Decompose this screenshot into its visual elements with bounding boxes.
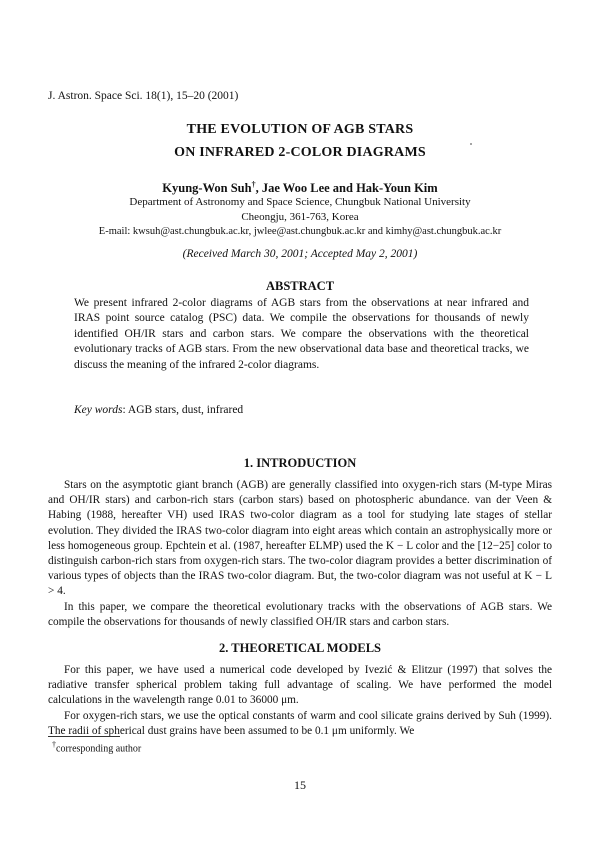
intro-paragraph-2: In this paper, we compare the theoretical evolutionary tracks with the observations of AGB stars. We compile the observations for thousands of newly classified OH/IR stars and carbon stars. bbox=[48, 600, 552, 628]
abstract-text: We present infrared 2-color diagrams of AGB stars from the observations at near infrared and IRAS point source catalog (PSC) data. We compile the observations for thousands of newly identified OH/IR stars and carbon stars. We compare the observations with the theoretical evolutionary tracks of AGB stars. From the new observational data base and theoretical tracks, we discuss the meaning of the infrared 2-color diagrams. bbox=[74, 297, 529, 371]
footnote-text: corresponding author bbox=[56, 743, 142, 755]
affiliation-line1: Department of Astronomy and Space Science, Chungbuk National University bbox=[129, 196, 471, 208]
theory-paragraph-1: For this paper, we have used a numerical code developed by Ivezić & Elitzur (1997) that solves the radiative transfer spherical problem taking full advantage of scaling. We have performed the model calculations in the wavelength range 0.01 to 36000 μm. bbox=[48, 664, 552, 707]
paper-title-line1: THE EVOLUTION OF AGB STARS bbox=[186, 122, 414, 137]
intro-heading: 1. INTRODUCTION bbox=[243, 456, 357, 470]
keywords-text: : AGB stars, dust, infrared bbox=[122, 404, 244, 416]
page-number: 15 bbox=[294, 778, 306, 792]
theory-section bbox=[48, 663, 552, 739]
paper-title-line2: ON INFRARED 2-COLOR DIAGRAMS bbox=[174, 145, 426, 160]
theory-paragraph-2: For oxygen-rich stars, we use the optical constants of warm and cool silicate grains derived by Suh (1999). The radii of spherical dust grains have been assumed to be 0.1 μm uniformly. We bbox=[48, 709, 552, 737]
intro-paragraph-1: Stars on the asymptotic giant branch (AGB) are generally classified into oxygen-rich stars (M-type Miras and OH/IR stars) and carbon-rich stars (carbon stars) based on photospheric abundance. van der Veen & Habing (1988, hereafter VH) used IRAS two-color diagram as a tool for studying late stages of stellar evolution. They divided the IRAS two-color diagram into eight areas which contain an astrophysically more or less homogeneous group. Epchtein et al. (1987, hereafter ELMP) used the K − L color and the [12−25] color to distinguish carbon-rich stars from oxygen-rich stars. The two-color diagram provides a better discrimination of various types of objects than the IRAS two-color diagram. But, the two-color diagram was not useful at K − L > 4. bbox=[48, 479, 552, 598]
author-others: , Jae Woo Lee and Hak-Youn Kim bbox=[255, 181, 438, 196]
affiliation-line2: Cheongju, 361-763, Korea bbox=[241, 211, 359, 223]
journal-citation: J. Astron. Space Sci. 18(1), 15–20 (2001) bbox=[48, 90, 239, 102]
intro-section bbox=[48, 478, 552, 630]
keywords-label: Key words bbox=[74, 404, 123, 416]
author-first: Kyung-Won Suh bbox=[162, 181, 252, 196]
footnote-mark: † bbox=[52, 740, 56, 749]
author-list bbox=[0, 180, 600, 196]
email-line: E-mail: kwsuh@ast.chungbuk.ac.kr, jwlee@ast.chungbuk.ac.kr and kimhy@ast.chungbuk.ac.kr bbox=[98, 226, 502, 237]
abstract-heading: ABSTRACT bbox=[265, 279, 335, 293]
received-dates: (Received March 30, 2001; Accepted May 2, 2001) bbox=[182, 248, 418, 260]
theory-heading: 2. THEORETICAL MODELS bbox=[219, 641, 381, 655]
keywords bbox=[74, 404, 243, 416]
corresponding-mark: † bbox=[251, 180, 256, 189]
footnote bbox=[52, 740, 141, 754]
footnote-rule bbox=[48, 736, 120, 737]
